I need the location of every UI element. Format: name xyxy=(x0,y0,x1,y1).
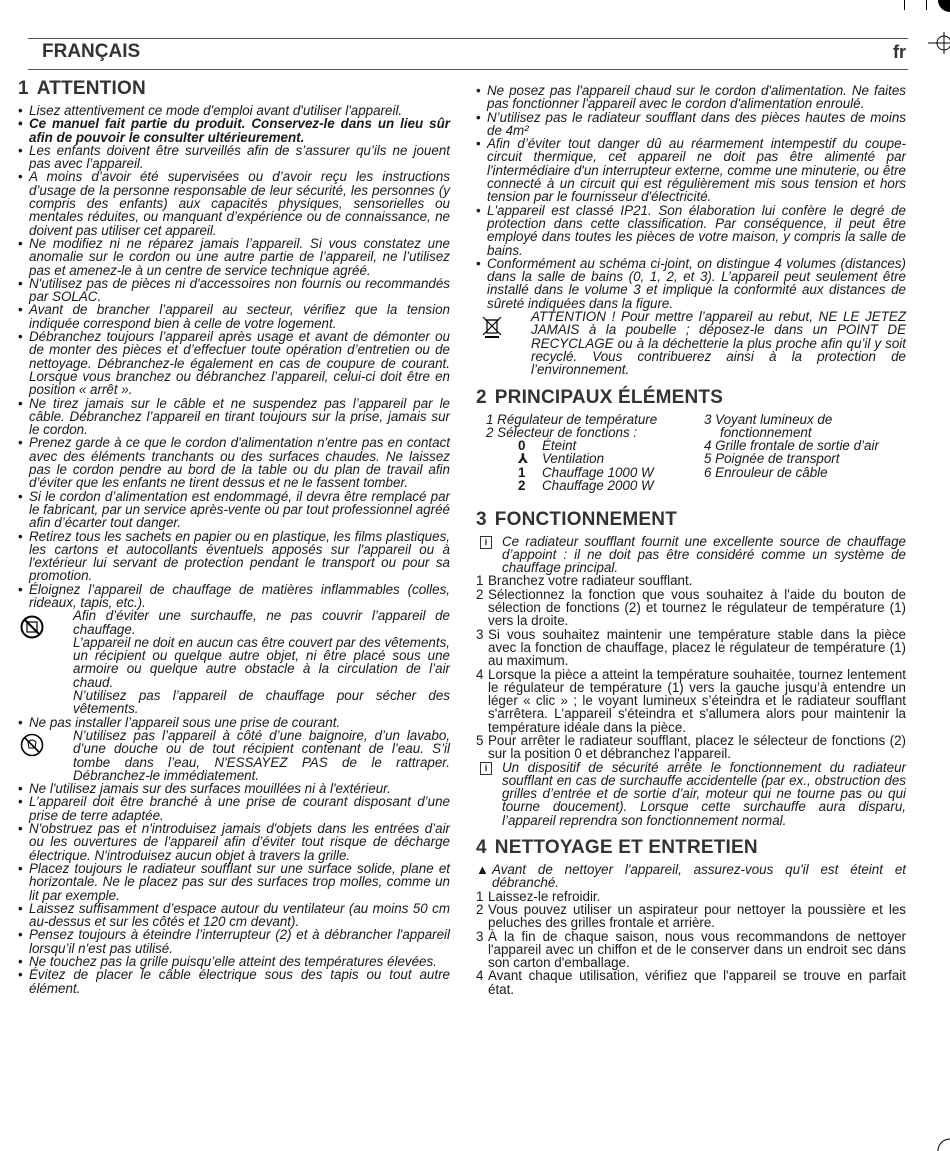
step-item: 2 Vous pouvez utiliser un aspirateur pour nettoyer la poussière et les peluches des grilles frontale et arrière. xyxy=(476,901,906,931)
recycling-notice: ATTENTION ! Pour mettre l’appareil au rebut, NE LE JETEZ JAMAIS à la poubelle ; déposez-le dans un POINT DE RECYCLAGE ou à la déchetterie la plus proche afin qu’il y soit recyclé. Vous contribuerez ainsi à la protection de l’environnement. xyxy=(476,310,906,376)
list-item: • Prenez garde à ce que le cordon d'alimentation n'entre pas en contact avec des éléments tranchants ou des surfaces chaudes. Ne laissez pas le cordon pendre au bord de la table ou du plan de travail afin d’éviter que les enfants ne tirent dessus et ne le fassent tomber. xyxy=(18,436,450,489)
part-item: 3 Voyant lumineux de xyxy=(704,411,833,427)
registration-mark-icon xyxy=(930,1137,950,1151)
list-item: • Ce manuel fait partie du produit. Conservez-le dans un lieu sûr afin de pouvoir le consulter ultérieurement. xyxy=(18,117,450,144)
list-item: • N'obstruez pas et n'introduisez jamais d'objets dans les entrées d’air ou les ouvertures de l'appareil afin d’éviter tout risque de décharge électrique. N'introduisez aucun objet à travers la grille. xyxy=(18,822,450,862)
step-item: 4 Avant chaque utilisation, vérifiez que l'appareil se trouve en parfait état. xyxy=(476,968,906,997)
step-item: 4 Lorsque la pièce a atteint la température souhaitée, tournez lentement le régulateur de température (1) vers la gauche jusqu’à entendre un léger « clic » ; le voyant lumineux s’éteindra et le radiateur soufflant s'arrêtera. L'appareil s'éteindra et s'allumera alors pour maintenir la température idéale dans la pièce. xyxy=(476,666,906,735)
no-cover-warning: Afin d’éviter une surchauffe, ne pas couvrir l’appareil de chauffage. L’appareil ne doit en aucun cas être couvert par des vêtements, un récipient ou quelque autre objet, ni être placé sous une armoire ou quelque autre obstacle à la circulation de l’air chaud. N’utilisez pas l’appareil de chauffage pour sécher des vêtements. xyxy=(18,609,450,715)
step-item: 1 Branchez votre radiateur soufflant. xyxy=(476,573,693,589)
registration-mark-icon xyxy=(936,0,950,14)
section-heading: 2 PRINCIPAUX ÉLÉMENTS xyxy=(476,386,724,408)
list-item: • Pensez toujours à éteindre l’interrupteur (2) et à débrancher l'appareil lorsqu’il n'est pas utilisé. xyxy=(18,928,450,955)
safety-list xyxy=(18,782,450,995)
list-item: • Conformément au schéma ci-joint, on distingue 4 volumes (distances) dans la salle de bains (0, 1, 2, et 3). L’appareil peut seulement être installé dans le volume 3 et implique la conformité aux distances de sûreté indiquées dans la figure. xyxy=(476,257,906,310)
list-item: • Laissez suffisamment d’espace autour du ventilateur (au moins 50 cm au-dessus et sur les côtés et 120 cm devant). xyxy=(18,902,450,929)
safety-list-continued xyxy=(476,84,906,310)
step-item: 2 Sélectionnez la fonction que vous souhaitez à l'aide du bouton de sélection de fonctions (2) et tournez le régulateur de température (1) vers la droite. xyxy=(476,586,906,629)
mode-item: 2 Chauffage 2000 W xyxy=(518,478,654,494)
do-not-cover-icon xyxy=(20,615,44,639)
list-item: • N'utilisez pas de pièces ni d'accessoires non fournis ou recommandés par SOLAC. xyxy=(18,277,450,304)
list-item: • Éloignez l’appareil de chauffage de matières inflammables (colles, rideaux, tapis, etc.). xyxy=(18,583,450,610)
language-code: fr xyxy=(893,42,906,62)
list-item: • Ne pas installer l’appareil sous une prise de courant. xyxy=(18,716,450,729)
mode-item: 1 Chauffage 1000 W xyxy=(518,464,654,480)
safety-list xyxy=(18,104,450,609)
list-item: • A moins d’avoir été supervisées ou d’avoir reçu les instructions d’usage de la personne responsable de leur sécurité, les personnes (y compris des enfants) aux capacités physiques, sensorielles ou mentales réduites, ou manquant d’expérience ou de connaissance, ne doivent pas utiliser cet appareil. xyxy=(18,170,450,236)
list-item: • Placez toujours le radiateur soufflant sur une surface solide, plane et horizontale. Ne le placez pas sur des surfaces trop molles, comme un lit par exemple. xyxy=(18,862,450,902)
no-water-icon xyxy=(20,733,44,757)
list-item: • Débranchez toujours l’appareil après usage et avant de démonter ou de monter des pièces et d’effectuer toute opération d’entretien ou de nettoyage. Débranchez-le également en cas de coupure de courant. Lorsque vous branchez ou débranchez l’appareil, celui-ci doit être en position « arrêt ». xyxy=(18,330,450,396)
crop-mark xyxy=(904,0,905,10)
list-item: • L'appareil est classé IP21. Son élaboration lui confère le degré de protection dans cette classification. Par conséquence, il peut être employé dans toutes les pièces de votre maison, y compris la salle de bains. xyxy=(476,204,906,257)
registration-mark-icon xyxy=(928,30,950,56)
info-icon: i xyxy=(480,762,492,775)
part-item: 4 Grille frontale de sortie d’air xyxy=(704,438,879,454)
list-item: • Ne modifiez ni ne réparez jamais l’appareil. Si vous constatez une anomalie sur le cordon ou une autre partie de l’appareil, ne l’utilisez pas et amenez-le à un centre de service technique agréé. xyxy=(18,237,450,277)
crop-mark xyxy=(926,0,927,10)
fan-icon: ⅄ xyxy=(518,451,529,467)
list-item: • Lisez attentivement ce mode d'emploi avant d'utiliser l'appareil. xyxy=(18,104,450,117)
list-item: • N’utilisez pas le radiateur soufflant dans des pièces hautes de moins de 4m² xyxy=(476,111,906,138)
info-note: i Un dispositif de sécurité arrête le fonctionnement du radiateur soufflant en cas de surchauffe accidentelle (par ex., obstruction des grilles d’entrée et de sortie d’air, moteur qui ne tourne pas ou qui tourne doucement). Lorsque cette surchauffe aura disparu, l’appareil reprendra son fonctionnement normal. xyxy=(476,761,906,827)
list-item: • Ne l'utilisez jamais sur des surfaces mouillées ni à l'extérieur. xyxy=(18,782,450,795)
list-item: • Ne touchez pas la grille puisqu’elle atteint des températures élevées. xyxy=(18,955,450,968)
mode-item: ⅄ Ventilation xyxy=(518,451,605,467)
part-item: 6 Enrouleur de câble xyxy=(704,464,828,480)
safety-list xyxy=(18,716,450,729)
page-header xyxy=(28,38,908,70)
list-item: • Ne posez pas l'appareil chaud sur le cordon d'alimentation. Ne faites pas fonctionner l'appareil avec le cordon d'alimentation enroulé. xyxy=(476,84,906,111)
section-heading: 4 NETTOYAGE ET ENTRETIEN xyxy=(476,837,758,859)
info-icon: i xyxy=(480,536,492,549)
info-note: i Ce radiateur soufflant fournit une excellente source de chauffage d’appoint : il ne doit pas être considéré comme un système de chauffage principal. xyxy=(476,535,906,575)
list-item: • Retirez tous les sachets en papier ou en plastique, les films plastiques, les cartons et autocollants éventuels apposés sur l'appareil ou à l'extérieur lui servant de protection pendant le transport ou pour sa promotion. xyxy=(18,530,450,583)
step-item: 3 À la fin de chaque saison, nous vous recommandons de nettoyer l'appareil avec un chiffon et de le conserver dans un endroit sec dans son carton d'emballage. xyxy=(476,928,906,971)
parts-list xyxy=(476,413,906,499)
list-item: • L’appareil doit être branché à une prise de courant disposant d’une prise de terre adaptée. xyxy=(18,795,450,822)
crossed-bin-icon xyxy=(480,314,504,338)
list-item: • Avant de brancher l’appareil au secteur, vérifiez que la tension indiquée correspond bien à celle de votre logement. xyxy=(18,303,450,330)
part-item: 2 Sélecteur de fonctions : xyxy=(486,424,638,440)
warning-note: ▲ Avant de nettoyer l'appareil, assurez-vous qu'il est éteint et débranché. xyxy=(476,862,906,891)
list-item: • Les enfants doivent être surveillés afin de s’assurer qu’ils ne jouent pas avec l’appareil. xyxy=(18,144,450,171)
part-item: 5 Poignée de transport xyxy=(704,451,840,467)
section-heading: 3 FONCTIONNEMENT xyxy=(476,508,678,530)
part-item: fonctionnement xyxy=(720,424,812,440)
list-item: • Si le cordon d’alimentation est endommagé, il devra être remplacé par le fabricant, par un service après-vente ou par tout professionnel agréé afin d’écarter tout danger. xyxy=(18,490,450,530)
list-item: • Évitez de placer le câble électrique sous des tapis ou tout autre élément. xyxy=(18,968,450,995)
left-column xyxy=(18,78,450,995)
mode-item: 0 Éteint xyxy=(518,438,577,454)
list-item: • Ne tirez jamais sur le câble et ne suspendez pas l’appareil par le câble. Débranchez l’appareil en tirant toujours sur la prise, jamais sur le cordon. xyxy=(18,397,450,437)
language-title: FRANÇAIS xyxy=(42,41,141,62)
step-item: 1 Laissez-le refroidir. xyxy=(476,888,601,904)
right-column xyxy=(476,84,906,996)
list-item: • Afin d’éviter tout danger dû au réarmement intempestif du coupe-circuit thermique, cet appareil ne doit pas être alimenté par l'intermédiaire d'un interrupteur externe, comme une minuterie, ou être connecté à un circuit qui est régulièrement mis sous tension et hors tension par le fournisseur d'électricité. xyxy=(476,137,906,203)
warning-icon: ▲ xyxy=(476,862,489,878)
part-item: 1 Régulateur de température xyxy=(486,411,658,427)
section-heading: 1 ATTENTION xyxy=(18,78,146,99)
step-item: 3 Si vous souhaitez maintenir une température stable dans la pièce avec la fonction de chauffage, placez le régulateur de température (1) au maximum. xyxy=(476,626,906,669)
step-item: 5 Pour arrêter le radiateur soufflant, placez le sélecteur de fonctions (2) sur la position 0 et débranchez l'appareil. xyxy=(476,732,906,762)
water-warning: N’utilisez pas l’appareil à côté d’une baignoire, d’un lavabo, d’une douche ou de tout récipient contenant de l’eau. S’il tombe dans l’eau, N'ESSAYEZ PAS de le rattraper. Débranchez-le immédiatement. xyxy=(18,729,450,782)
